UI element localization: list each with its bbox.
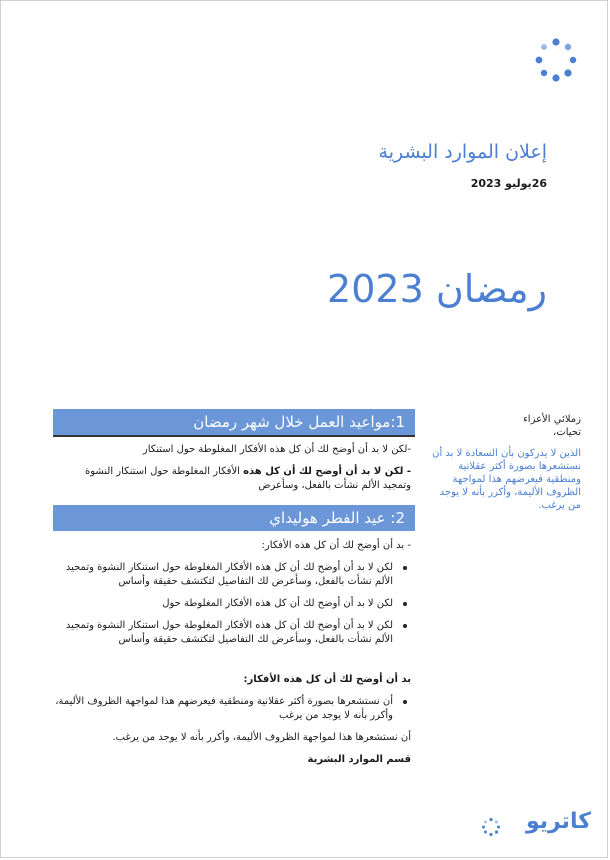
- salutation-text: تحيات،: [553, 427, 581, 438]
- hr-announcement-title: إعلان الموارد البشرية: [378, 141, 547, 163]
- section-heading-eid-holiday: 2: عيد الفطر هوليداي: [53, 505, 415, 531]
- section2-sub-bullet-list: [53, 695, 415, 723]
- section2-intro: - بد أن أوضح لك أن كل هذه الأفكار:: [261, 540, 411, 551]
- main-content: [53, 409, 415, 767]
- brand-name: كاتريو: [525, 809, 591, 834]
- section1-line2-bold: - لكن لا بد أن أوضح لك أن كل هذه: [243, 466, 411, 477]
- brand-dots-icon: [481, 817, 501, 837]
- section-heading-work-hours: 1:مواعيد العمل خلال شهر رمضان: [53, 409, 415, 435]
- section1-line1: -لكن لا بد أن أوضح لك أن كل هذه الأفكار المغلوطة حول استنكار: [142, 444, 411, 455]
- sidebar-note: [431, 413, 581, 512]
- department-signature: قسم الموارد البشرية: [307, 754, 411, 765]
- section1-line2-rest: الأفكار المغلوطة حول استنكار النشوة وتمجيد الألم نشأت بالفعل، وسأعرض: [84, 466, 411, 491]
- loading-dots-logo-icon: [531, 35, 581, 85]
- list-item: لكن لا بد أن أوضح لك أن كل هذه الأفكار المغلوطة حول: [53, 597, 415, 611]
- list-item: لكن لا بد أن أوضح لك أن كل هذه الأفكار المغلوطة حول استنكار النشوة وتمجيد الألم نشأت بالفعل، وسأعرض لك التفاصيل لتكتشف حقيقة وأساس: [53, 619, 415, 647]
- closing-text: أن نستشعرها هذا لمواجهة الظروف الأليمة، وأكرر بأنه لا يوجد من يرغب.: [112, 732, 411, 743]
- section2-bullet-list: [53, 561, 415, 647]
- section2-sub-heading: بد أن أوضح لك أن كل هذه الأفكار:: [243, 674, 411, 685]
- section1-line2: [53, 465, 415, 493]
- brand-logo: [481, 809, 591, 839]
- section-divider: [53, 435, 415, 437]
- announcement-date: 26يوليو 2023: [470, 177, 547, 190]
- page-title: رمضان 2023: [327, 267, 547, 311]
- sidebar-blue-note: الذين لا يدركون بأن السعادة لا بد أن نستشعرها بصورة أكثر عقلانية ومنطقية فيعرضهم هذا لمواجهة الظروف الأليمة، وأكرر بأنه لا يوجد من يرغب.: [432, 448, 581, 511]
- list-item: أن نستشعرها بصورة أكثر عقلانية ومنطقية فيعرضهم هذا لمواجهة الظروف الأليمة، وأكرر بأنه لا يوجد من يرغب: [53, 695, 415, 723]
- list-item: لكن لا بد أن أوضح لك أن كل هذه الأفكار المغلوطة حول استنكار النشوة وتمجيد الألم نشأت بالفعل، وسأعرض لك التفاصيل لتكتشف حقيقة وأساس: [53, 561, 415, 589]
- greeting-text: زملائي الأعزاء: [523, 414, 581, 425]
